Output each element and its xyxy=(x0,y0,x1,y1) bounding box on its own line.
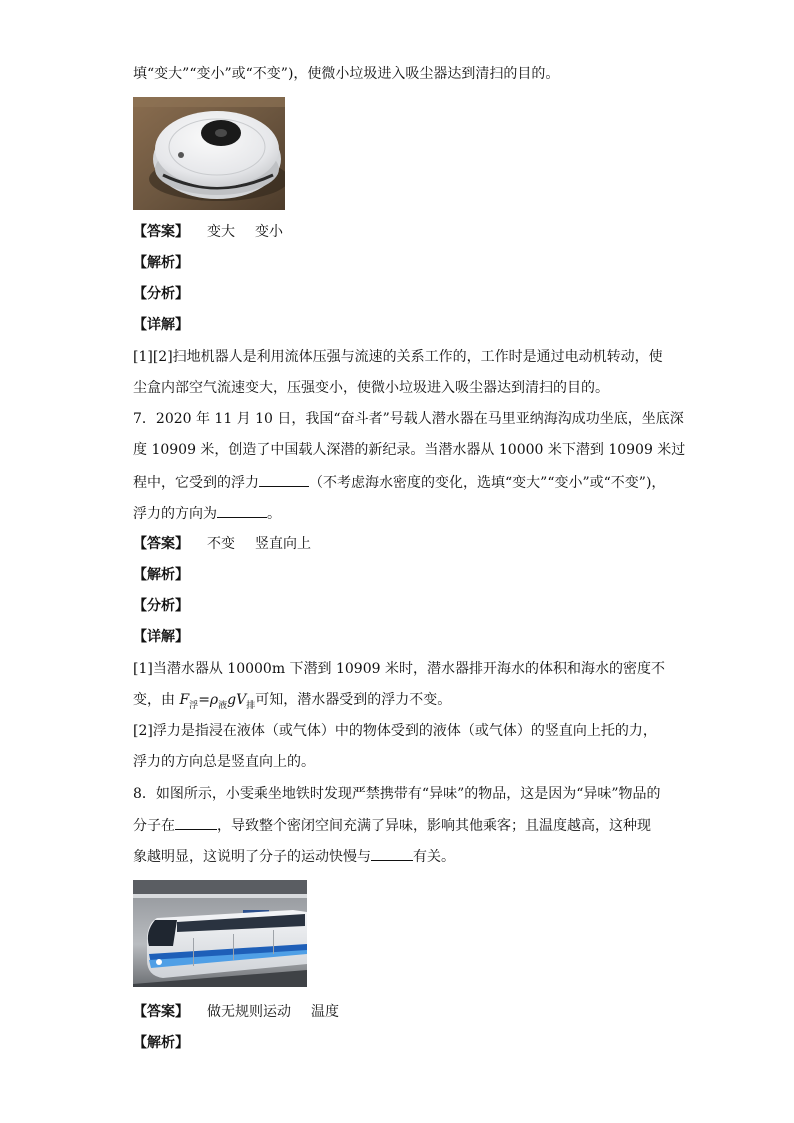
answer-row-6 xyxy=(133,222,283,242)
question-7-line xyxy=(133,503,281,523)
detail-line: 尘盒内部空气流速变大，压强变小，使微小垃圾进入吸尘器达到清扫的目的。 xyxy=(133,380,609,396)
answer-row-7 xyxy=(133,534,311,554)
question-7-line: 度 10909 米，创造了中国载人深潜的新纪录。当潜水器从 10000 米下潜到 10909 米过 xyxy=(133,442,686,458)
question-text: 浮力的方向为 xyxy=(133,506,217,522)
xiangjie-tag xyxy=(133,315,189,335)
answer-value-2: 变小 xyxy=(255,224,283,240)
question-8-line xyxy=(133,815,651,835)
detail-line: [1][2]扫地机器人是利用流体压强与流速的关系工作的，工作时是通过电动机转动，使 xyxy=(133,349,663,365)
jiexi-label: 【解析】 xyxy=(133,1035,189,1051)
fenxi-label: 【分析】 xyxy=(133,598,189,614)
formula-subscript: 排 xyxy=(246,700,256,711)
detail-text: 变，由 xyxy=(133,692,175,708)
question-8-line xyxy=(133,846,455,866)
question-8-line: 8．如图所示，小雯乘坐地铁时发现严禁携带有“异味”的物品，这是因为“异味”物品的 xyxy=(133,786,661,802)
fenxi-tag xyxy=(133,284,189,304)
question-6-tail: 填“变大”“变小”或“不变”)，使微小垃圾进入吸尘器达到清扫的目的。 xyxy=(133,66,560,82)
formula-subscript: 液 xyxy=(218,700,228,711)
xiangjie-label: 【详解】 xyxy=(133,629,189,645)
answer-row-8 xyxy=(133,1002,339,1022)
answer-value-2: 竖直向上 xyxy=(255,536,311,552)
xiangjie-label: 【详解】 xyxy=(133,317,189,333)
robot-vacuum-image xyxy=(133,97,285,210)
detail-line: [2]浮力是指浸在液体（或气体）中的物体受到的液体（或气体）的竖直向上托的力， xyxy=(133,723,657,739)
xiangjie-tag xyxy=(133,627,189,647)
subway-train-photo xyxy=(133,880,307,987)
answer-tag: 【答案】 xyxy=(133,536,189,552)
formula-symbol: F xyxy=(179,692,190,708)
fenxi-label: 【分析】 xyxy=(133,286,189,302)
answer-value-1: 变大 xyxy=(207,224,235,240)
analysis-tag xyxy=(133,565,189,585)
question-text: ，导致整个密闭空间充满了异味，影响其他乘客；且温度越高，这种现 xyxy=(217,818,651,834)
answer-tag: 【答案】 xyxy=(133,1004,189,1020)
answer-value-2: 温度 xyxy=(311,1004,339,1020)
answer-value-1: 不变 xyxy=(207,536,235,552)
jiexi-label: 【解析】 xyxy=(133,255,189,271)
answer-blank xyxy=(371,846,413,861)
question-text: 程中，它受到的浮力 xyxy=(133,475,259,491)
detail-line-formula xyxy=(133,690,451,710)
detail-line: 浮力的方向总是竖直向上的。 xyxy=(133,754,315,770)
subway-train-image xyxy=(133,880,307,987)
question-7-line: 7．2020 年 11 月 10 日，我国“奋斗者”号载人潜水器在马里亚纳海沟成功坐底，坐底深 xyxy=(133,411,684,427)
analysis-tag xyxy=(133,253,189,273)
question-text: （不考虑海水密度的变化，选填“变大”“变小”或“不变”)， xyxy=(309,475,666,491)
question-text: 分子在 xyxy=(133,818,175,834)
detail-line: [1]当潜水器从 10000m 下潜到 10909 米时，潜水器排开海水的体积和海水的密度不 xyxy=(133,661,665,677)
robot-vacuum-photo xyxy=(133,97,285,210)
question-text: 有关。 xyxy=(413,849,455,865)
jiexi-label: 【解析】 xyxy=(133,567,189,583)
formula-symbol: gV xyxy=(227,692,247,708)
answer-blank xyxy=(259,472,309,487)
formula-subscript: 浮 xyxy=(189,700,199,711)
question-7-line xyxy=(133,472,665,492)
answer-value-1: 做无规则运动 xyxy=(207,1004,291,1020)
answer-blank xyxy=(217,503,267,518)
analysis-tag xyxy=(133,1033,189,1053)
question-text: 象越明显，这说明了分子的运动快慢与 xyxy=(133,849,371,865)
formula-symbol: =ρ xyxy=(198,692,219,708)
answer-tag: 【答案】 xyxy=(133,224,189,240)
detail-text: 可知，潜水器受到的浮力不变。 xyxy=(255,692,452,708)
answer-blank xyxy=(175,815,217,830)
question-text: 。 xyxy=(267,506,281,522)
fenxi-tag xyxy=(133,596,189,616)
